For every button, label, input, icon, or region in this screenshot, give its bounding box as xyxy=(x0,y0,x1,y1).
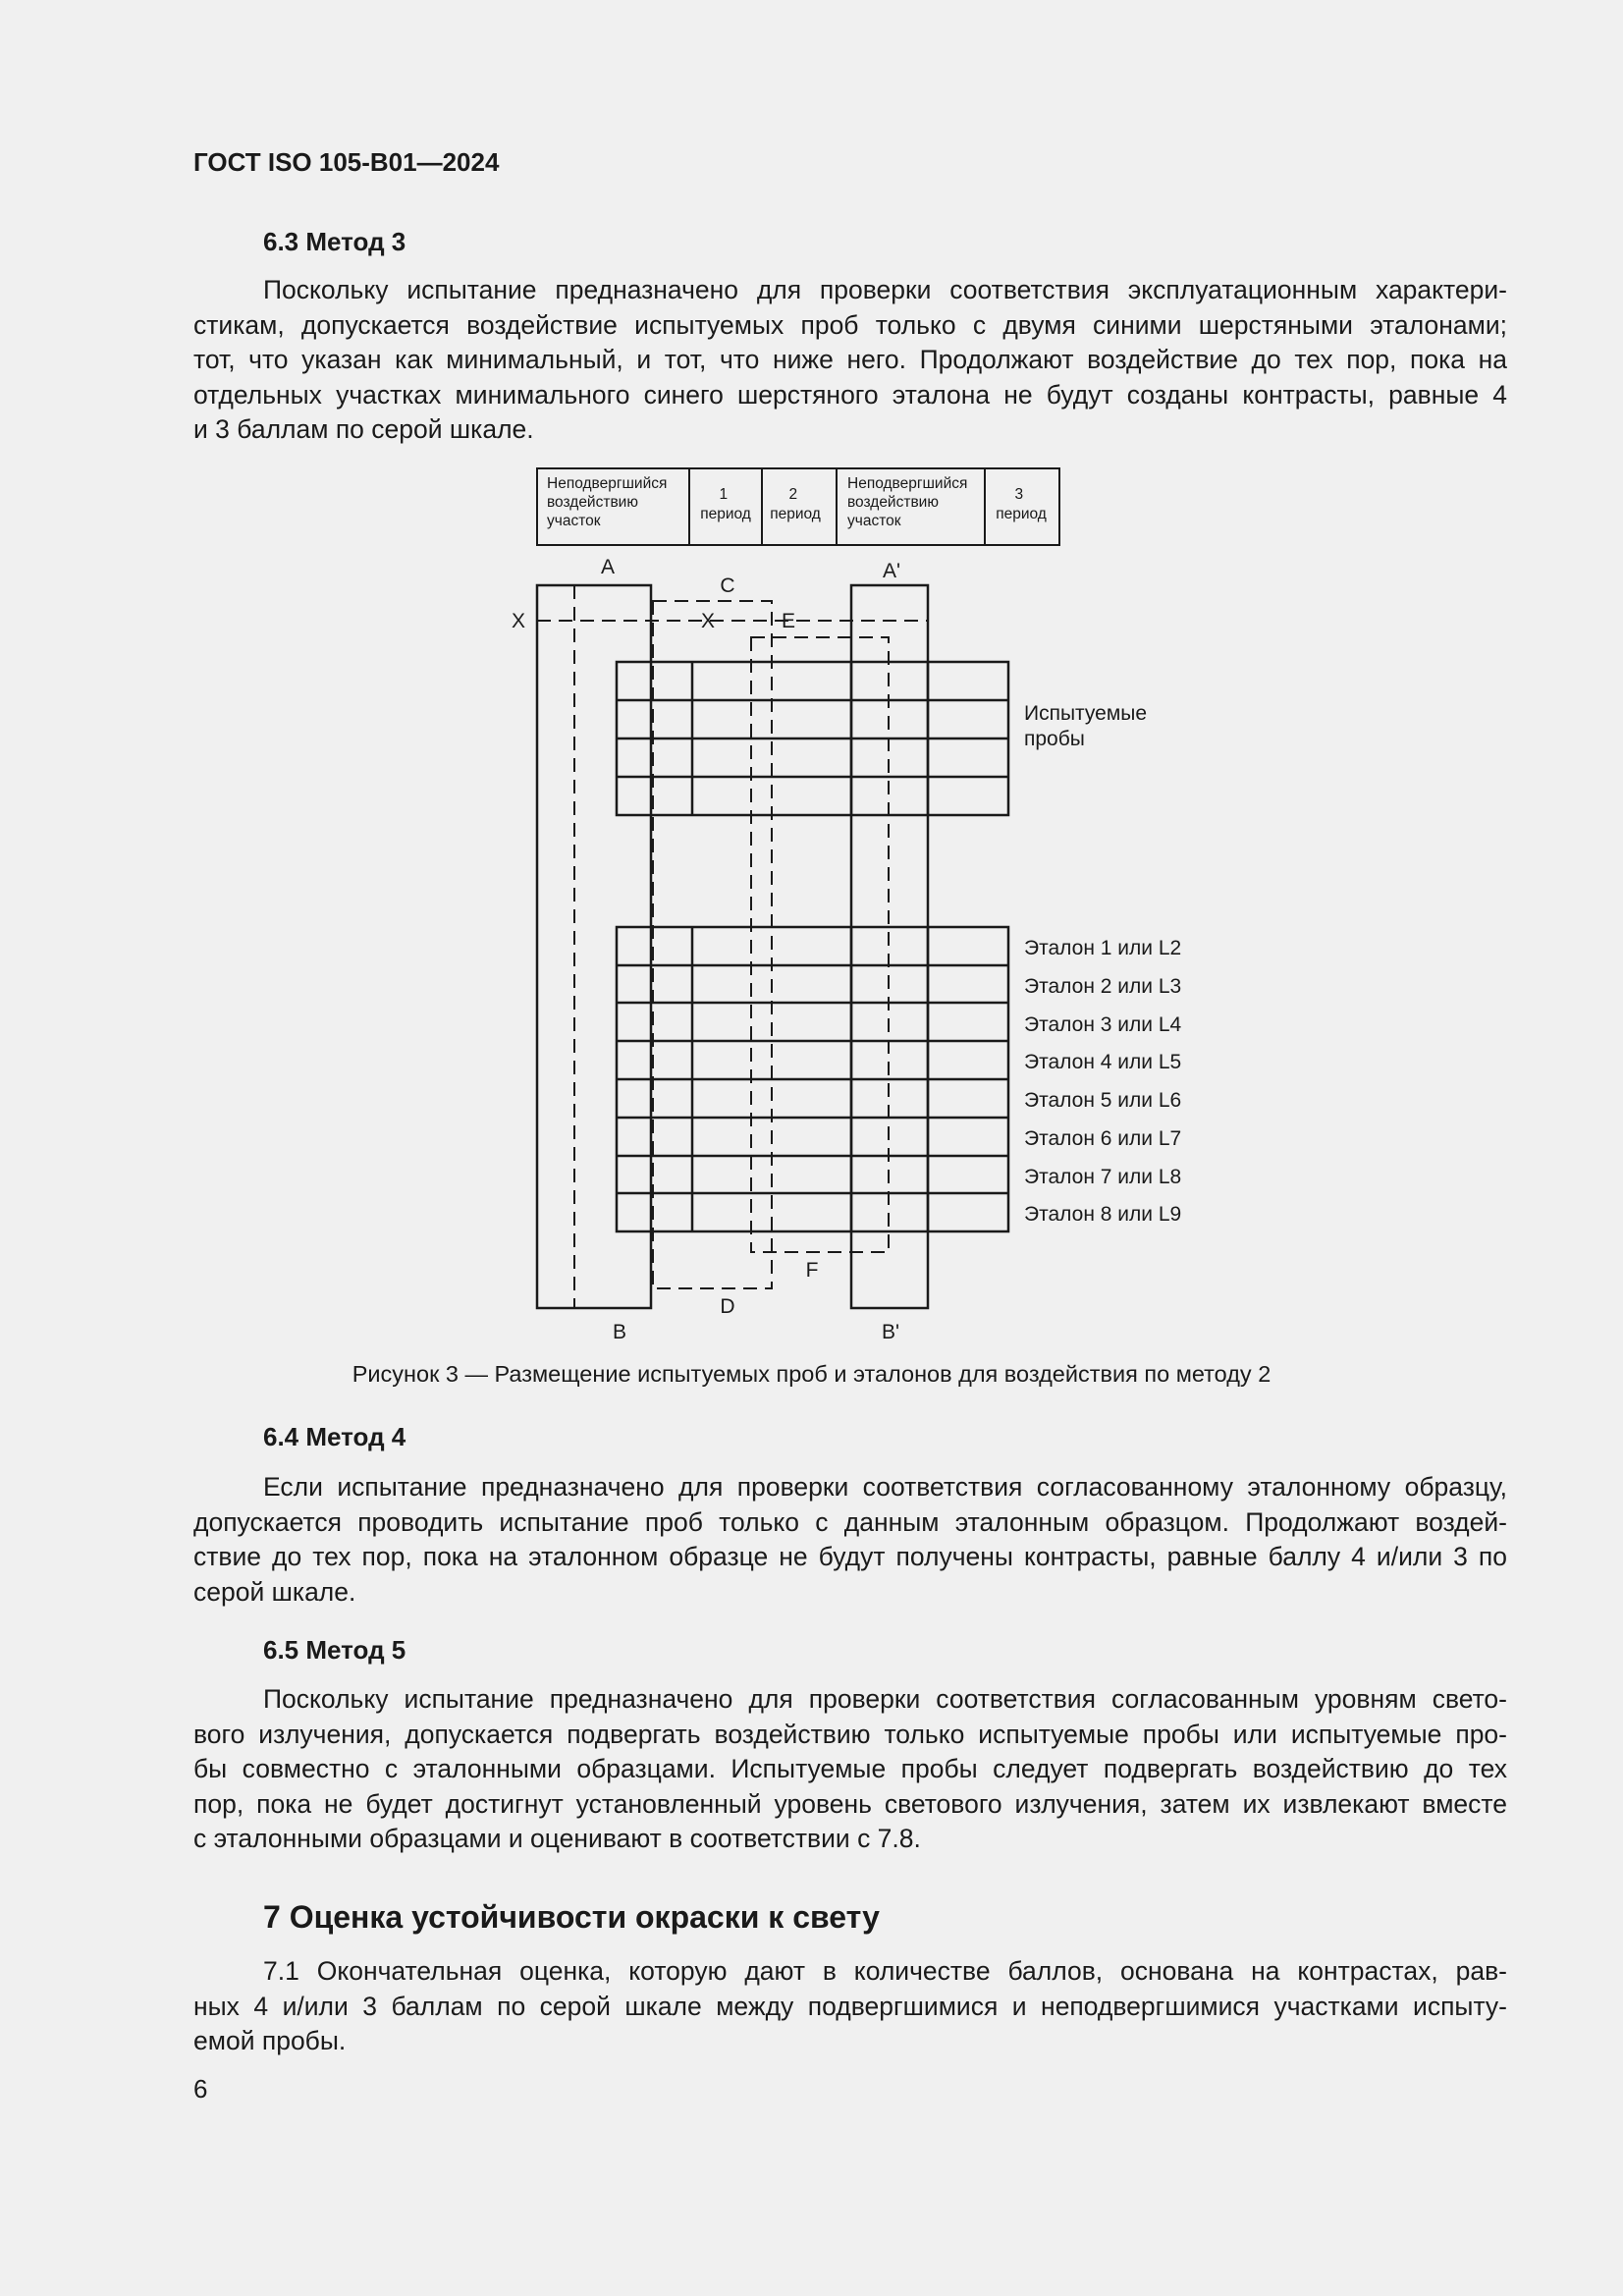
text-line: бы совместно с эталонными образцами. Испытуемые пробы следует подвергать воздействию до тех xyxy=(193,1754,1507,1784)
text-line: емой пробы. xyxy=(193,2026,347,2056)
cover-strip-A-B xyxy=(537,585,651,1308)
text-line: вого излучения, допускается подвергать воздействию только испытуемые пробы или испытуемые про- xyxy=(193,1719,1507,1749)
label-A-prime: A' xyxy=(882,560,901,582)
header-cell-period-3: 3 период xyxy=(996,486,1047,522)
text-line: ствие до тех пор, пока на эталонном образце не будут получены контрасты, равные баллу 4 и/или 3 по xyxy=(193,1542,1507,1572)
standard-label: Эталон 7 или L8 xyxy=(1024,1166,1182,1188)
paragraph-6-4 xyxy=(193,1470,1507,1610)
text-line: Если испытание предназначено для проверки соответствия согласованному эталонному образцу, xyxy=(263,1472,1507,1502)
standard-label: Эталон 2 или L3 xyxy=(1024,975,1182,998)
paragraph-6-5 xyxy=(193,1682,1507,1857)
text-line: пор, пока не будет достигнут установленный уровень светового излучения, затем их извлекают вместе xyxy=(193,1788,1507,1819)
samples-grid xyxy=(617,662,1008,815)
standard-label: Эталон 6 или L7 xyxy=(1024,1127,1182,1150)
samples-label: Испытуемые пробы xyxy=(1024,702,1148,750)
document-code: ГОСТ ISO 105-B01—2024 xyxy=(193,147,500,177)
text-line: и 3 баллам по серой шкале. xyxy=(193,414,534,445)
text-line: стикам, допускается воздействие испытуемых проб только с двумя синими шерстяными эталонами; xyxy=(193,309,1507,340)
heading-7: 7 Оценка устойчивости окраски к свету xyxy=(263,1899,880,1935)
standard-label: Эталон 1 или L2 xyxy=(1024,937,1182,959)
text-line: серой шкале. xyxy=(193,1576,356,1607)
label-A: A xyxy=(600,556,616,578)
label-C: C xyxy=(720,574,735,597)
standard-label: Эталон 4 или L5 xyxy=(1024,1051,1182,1073)
page-number: 6 xyxy=(193,2074,208,2104)
figure-caption: Рисунок 3 — Размещение испытуемых проб и эталонов для воздействия по методу 2 xyxy=(352,1361,1271,1387)
text-line: отдельных участках минимального синего шерстяного эталона не будут созданы контрасты, равные 4 xyxy=(193,379,1507,410)
text-line: ных 4 и/или 3 баллам по серой шкале между подвергшимися и неподвергшимися участками испыту- xyxy=(193,1991,1507,2021)
label-F: F xyxy=(805,1259,819,1282)
text-line: Поскольку испытание предназначено для проверки соответствия эксплуатационным характери- xyxy=(263,275,1507,304)
text-line: Поскольку испытание предназначено для проверки соответствия согласованным уровням свето- xyxy=(263,1684,1507,1714)
heading-6-4: 6.4 Метод 4 xyxy=(263,1422,406,1451)
header-cell-period-1: 1 период xyxy=(700,486,751,522)
heading-6-3: 6.3 Метод 3 xyxy=(263,227,406,256)
standard-label: Эталон 5 или L6 xyxy=(1024,1089,1182,1112)
standard-label: Эталон 8 или L9 xyxy=(1024,1203,1182,1226)
label-E: E xyxy=(781,610,796,632)
dashed-cover-C-D xyxy=(653,601,772,1288)
standards-grid xyxy=(617,927,1008,1231)
label-B-prime: B' xyxy=(881,1321,900,1343)
label-X-right: X xyxy=(700,610,716,632)
label-D: D xyxy=(720,1295,735,1318)
text-line: тот, что указан как минимальный, и тот, что ниже него. Продолжают воздействие до тех пор, пока на xyxy=(193,345,1507,375)
heading-6-5: 6.5 Метод 5 xyxy=(263,1635,406,1665)
text-line: с эталонными образцами и оценивают в соответствии с 7.8. xyxy=(193,1824,921,1854)
header-cell-unexposed-2: Неподвергшийся воздействию участок xyxy=(847,475,968,529)
header-cell-unexposed-1: Неподвергшийся воздействию участок xyxy=(547,475,668,529)
label-X-left: X xyxy=(511,610,526,632)
header-cell-period-2: 2 период xyxy=(770,486,821,522)
text-line: допускается проводить испытание проб только с данным эталонным образцом. Продолжают воздей- xyxy=(193,1506,1507,1537)
text-line: 7.1 Окончательная оценка, которую дают в количестве баллов, основана на контрастах, рав- xyxy=(263,1956,1507,1986)
standard-label: Эталон 3 или L4 xyxy=(1024,1013,1182,1036)
paragraph-7-1 xyxy=(193,1954,1507,2059)
label-B: B xyxy=(612,1321,627,1343)
